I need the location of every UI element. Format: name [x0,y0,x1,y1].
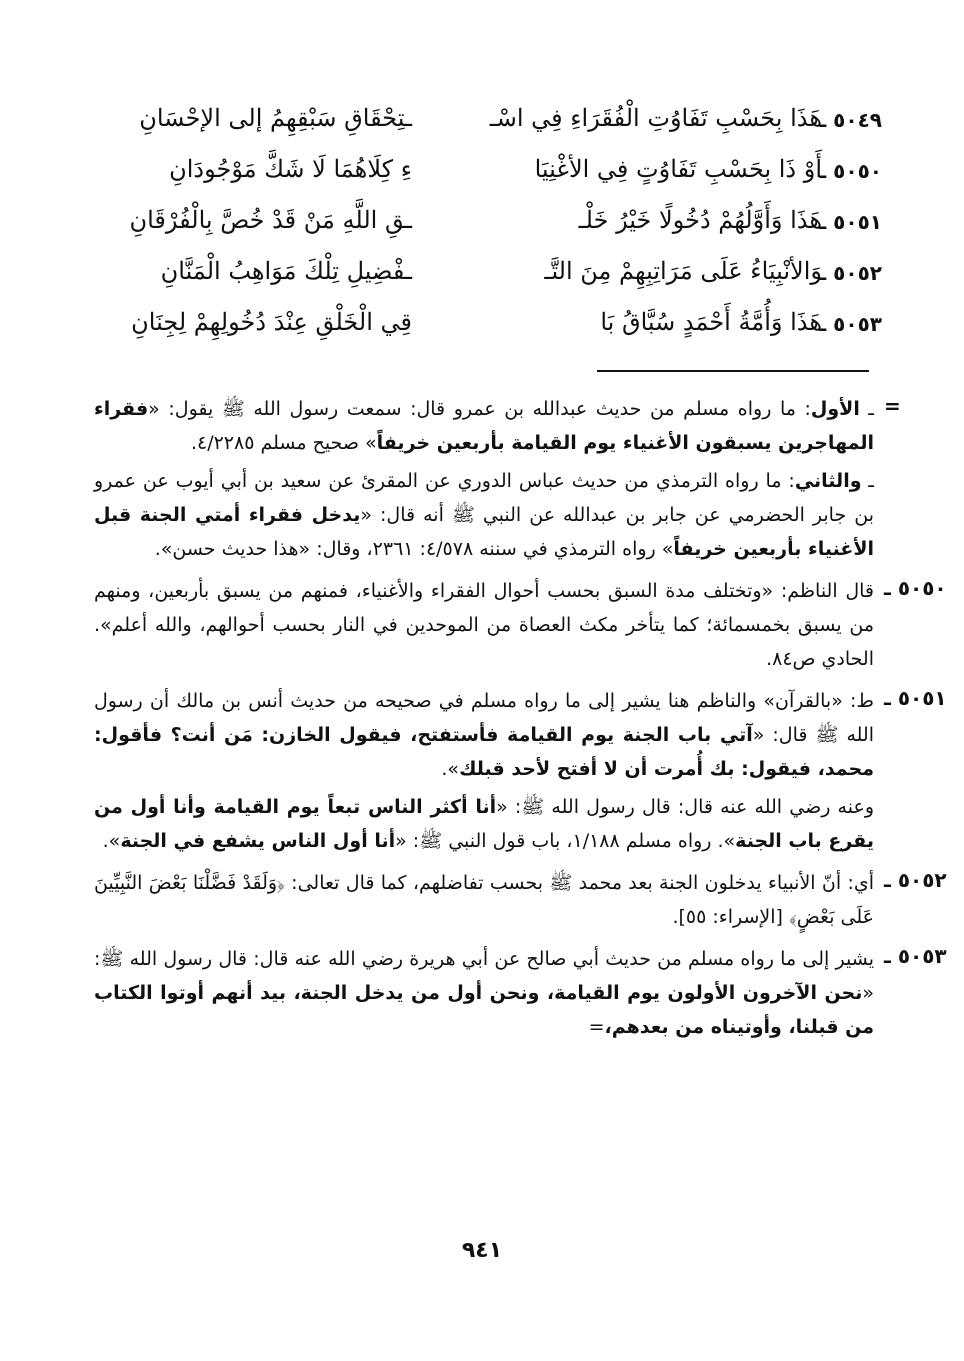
verse-second-hemistich: قِي الْخَلْقِ عِنْدَ دُخُولِهِمْ لِجِنَانِ [131,308,412,336]
footnotes [94,392,947,1052]
footnote-text: : ما رواه مسلم من حديث عبدالله بن عمرو قال: سمعت رسول الله ﷺ يقول: « [148,398,811,420]
footnote-bold-text: والثاني [794,470,862,492]
footnote-text: » صحيح مسلم ٤/٢٢٨٥. [190,432,377,454]
verse-first-hemistich: وَالأنْبِيَاءُ عَلَى مَرَاتِبِهِمْ مِنَ التَّـ [544,257,822,285]
verse-number: ٥٠٤٩ ـ [819,108,882,132]
footnote-text: ». [441,758,460,780]
verse-line [82,151,882,202]
verse-number: ٥٠٥١ ـ [819,210,882,234]
footnote-text: أي: أنّ الأنبياء يدخلون الجنة بعد محمد ﷺ بحسب تفاضلهم، كما قال تعالى: ﴿وَلَقَدْ فَضَّلْنَا بَعْضَ النَّبِيِّينَ عَلَى بَعْضٍ﴾ [الإسراء: ٥٥]. [94,872,874,928]
footnote-text: » رواه الترمذي في سننه ٤/٥٧٨: ٢٣٦١، وقال: «هذا حديث حسن». [154,538,674,560]
footnote-paragraph [94,942,874,1044]
footnote-text: وعنه رضي الله عنه قال: قال رسول الله ﷺ: « [496,796,874,818]
verse-second-hemistich: ـقِ اللَّهِ مَنْ قَدْ خُصَّ بِالْفُرْقَانِ [129,206,412,234]
footnote-paragraph [94,574,874,676]
verse-line [82,100,882,151]
footnote-text: ». [102,830,121,852]
footnote-number: ٥٠٥١ ـ [884,686,947,710]
footnote-paragraph [94,392,874,460]
footnote-number: ٥٠٥٢ ـ [884,868,947,892]
verse-number: ٥٠٥٢ ـ [819,261,882,285]
verse-line [82,304,882,355]
footnote [94,574,947,676]
verse-line [82,253,882,304]
footnote-paragraph [94,866,874,934]
footnote-paragraph [94,684,874,786]
footnote-bold-text: فقراء المهاجرين يسبقون الأغنياء يوم القيامة بأربعين خريفاً [94,398,874,454]
verses-block [82,100,882,355]
verse-first-hemistich: أَوْ ذَا بِحَسْبِ تَفَاوُتٍ فِي الأغْنِيَا [534,155,822,183]
footnote-bold-text: الأول [810,398,860,420]
footnote [94,392,901,566]
footnote [94,866,947,934]
footnote-bold-text: نحن الآخرون الأولون يوم القيامة، ونحن أول من يدخل الجنة، بيد أنهم أوتوا الكتاب من قبلنا، وأوتيناه من بعدهم، [94,982,874,1038]
verse-line [82,202,882,253]
verse-second-hemistich: ـتِحْقَاقِ سَبْقِهِمُ إلى الإحْسَانِ [139,104,412,132]
footnote-text: قال الناظم: «وتختلف مدة السبق بحسب أحوال الفقراء والأغنياء، فمنهم من يسبق بأربعين، ومنهم من يسبق بخمسمائة؛ كما يتأخر مكث العصاة من الموحدين في النار بحسب أحوالهم، والله أعلم». الحادي ص٨٤. [94,580,874,670]
footnote-text: ـ [861,470,874,492]
footnote-bold-text: أنا أكثر الناس تبعاً يوم القيامة وأنا أول من يقرع باب الجنة [94,796,874,852]
footnote-bold-text: يدخل فقراء أمتي الجنة قبل الأغنياء بأربعين خريفاً [94,504,874,560]
footnote-text: ». رواه مسلم ١/١٨٨، باب قول النبي ﷺ: « [395,830,736,852]
footnote-bold-text: آتي باب الجنة يوم القيامة فأستفتح، فيقول الخازن: مَن أنت؟ فأقول: محمد، فيقول: بك أُمرت أن لا أفتح لأحد قبلك [94,724,874,780]
footnote-text: : ما رواه الترمذي من حديث عباس الدوري عن المقرئ عن سعيد بن أبي أيوب عن عمرو بن جابر الحضرمي عن جابر بن عبدالله عن النبي ﷺ أنه قال: « [94,470,874,526]
footnote-text: = [588,1016,605,1038]
footnote-paragraph [94,790,874,858]
footnote-text: ـ [859,398,874,420]
footnote-number: ٥٠٥٠ ـ [884,576,947,600]
footnote-bold-text: أنا أول الناس يشفع في الجنة [120,830,396,852]
verse-first-hemistich: هَذَا بِحَسْبِ تَفَاوُتِ الْفُقَرَاءِ فِي اسْـ [489,104,822,132]
verse-first-hemistich: هَذَا وَأُمَّةُ أَحْمَدٍ سُبَّاقُ بَا [600,308,822,336]
footnote [94,684,947,858]
page-number: ٩٤١ [461,1238,503,1263]
verse-number: ٥٠٥٠ ـ [819,159,882,183]
verse-second-hemistich: ءِ كِلَاهُمَا لَا شَكَّ مَوْجُودَانِ [169,155,412,183]
footnote [94,942,947,1044]
footnote-text: يشير إلى ما رواه مسلم من حديث أبي صالح عن أبي هريرة رضي الله عنه قال: قال رسول الله ﷺ: « [94,948,874,1004]
footnote-text: ط: «بالقرآن» والناظم هنا يشير إلى ما رواه مسلم في صحيحه من حديث أنس بن مالك أن رسول الله ﷺ قال: « [94,690,874,746]
footnote-separator [597,370,869,372]
footnote-number: = [884,394,901,418]
footnote-paragraph [94,464,874,566]
verse-first-hemistich: هَذَا وَأَوَّلُهُمْ دُخُولًا خَيْرُ خَلْـ [578,206,822,234]
footnote-number: ٥٠٥٣ ـ [884,944,947,968]
verse-second-hemistich: ـفْضِيلِ تِلْكَ مَوَاهِبُ الْمَنَّانِ [160,257,412,285]
verse-number: ٥٠٥٣ ـ [819,312,882,336]
